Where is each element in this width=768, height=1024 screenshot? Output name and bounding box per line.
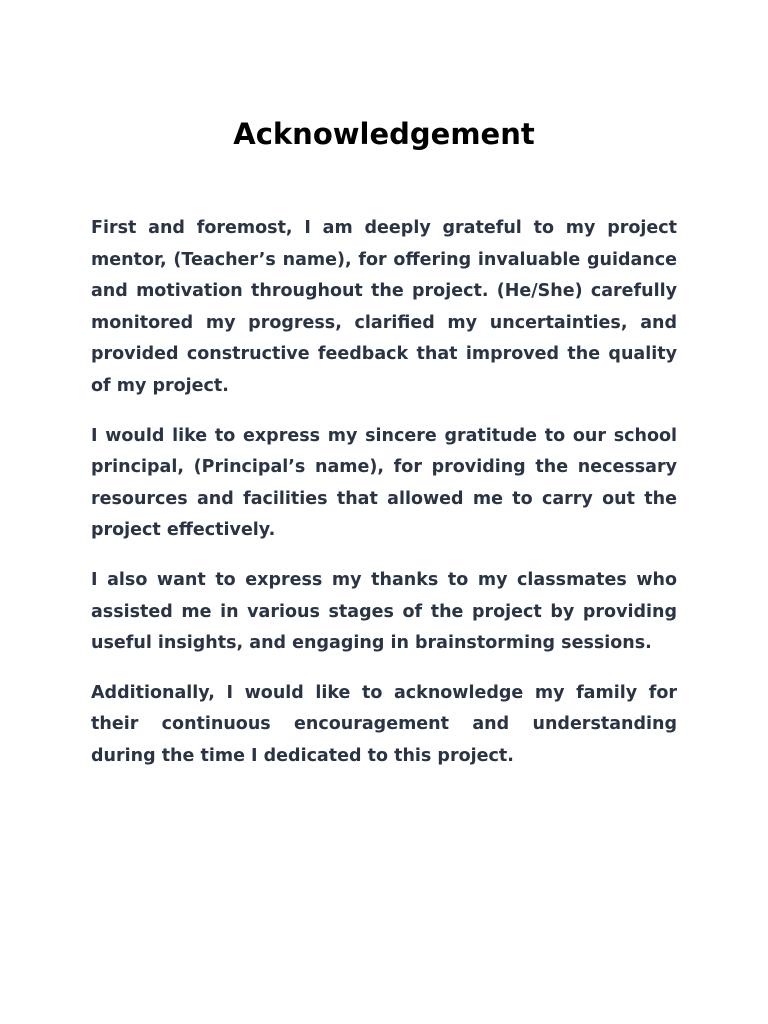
paragraph-classmates: I also want to express my thanks to my classmates who assisted me in various stages of the project by providing useful insights, and engaging in brainstorming sessions. — [91, 569, 677, 654]
paragraph-family: Additionally, I would like to acknowledge my family for their continuous encouragement and understanding during the time I dedicated to this project. — [91, 682, 677, 766]
paragraph-principal: I would like to express my sincere gratitude to our school principal, (Principal’s name), for providing the necessary resources and facilities that allowed me to carry out the project effectively. — [91, 425, 677, 541]
page-title: Acknowledgement — [233, 117, 535, 151]
paragraph-mentor: First and foremost, I am deeply grateful to my project mentor, (Teacher’s name), for offering invaluable guidance and motivation throughout the project. (He/She) carefully monitored my progress, clarified my uncertainties, and provided constructive feedback that improved the quality of my project. — [91, 218, 677, 396]
document-body — [91, 213, 677, 791]
